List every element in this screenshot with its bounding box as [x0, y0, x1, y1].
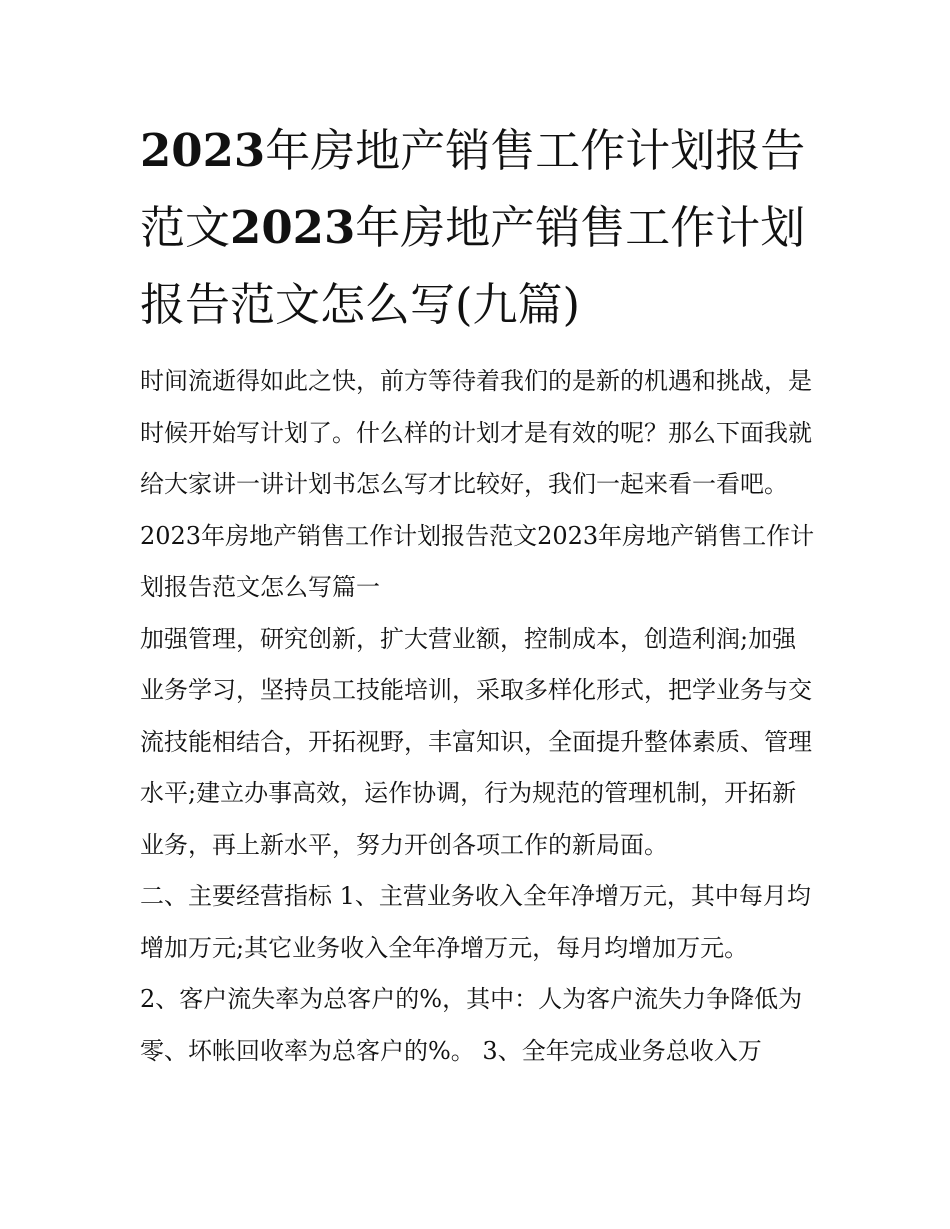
document-body: [140, 356, 820, 1077]
intro-paragraph: 时间流逝得如此之快，前方等待着我们的是新的机遇和挑战，是时候开始写计划了。什么样的计划才是有效的呢？那么下面我就给大家讲一讲计划书怎么写才比较好，我们一起来看一看吧。: [140, 367, 812, 498]
body-paragraph: 2、客户流失率为总客户的%，其中：人为客户流失力争降低为零、坏帐回收率为总客户的%。 3、全年完成业务总收入万: [140, 985, 803, 1065]
body-paragraph: 加强管理，研究创新，扩大营业额，控制成本，创造利润;加强业务学习，坚持员工技能培训，采取多样化形式，把学业务与交流技能相结合，开拓视野，丰富知识，全面提升整体素质、管理水平;建立办事高效，运作协调，行为规范的管理机制，开拓新业务，再上新水平，努力开创各项工作的新局面。: [140, 624, 812, 859]
body-paragraph: 二、主要经营指标 1、主营业务收入全年净增万元，其中每月均增加万元;其它业务收入全年净增万元，每月均增加万元。: [140, 882, 811, 962]
section-heading: 2023年房地产销售工作计划报告范文2023年房地产销售工作计划报告范文怎么写篇一: [140, 521, 815, 601]
document-title: 2023年房地产销售工作计划报告范文2023年房地产销售工作计划报告范文怎么写(九篇): [140, 124, 806, 331]
